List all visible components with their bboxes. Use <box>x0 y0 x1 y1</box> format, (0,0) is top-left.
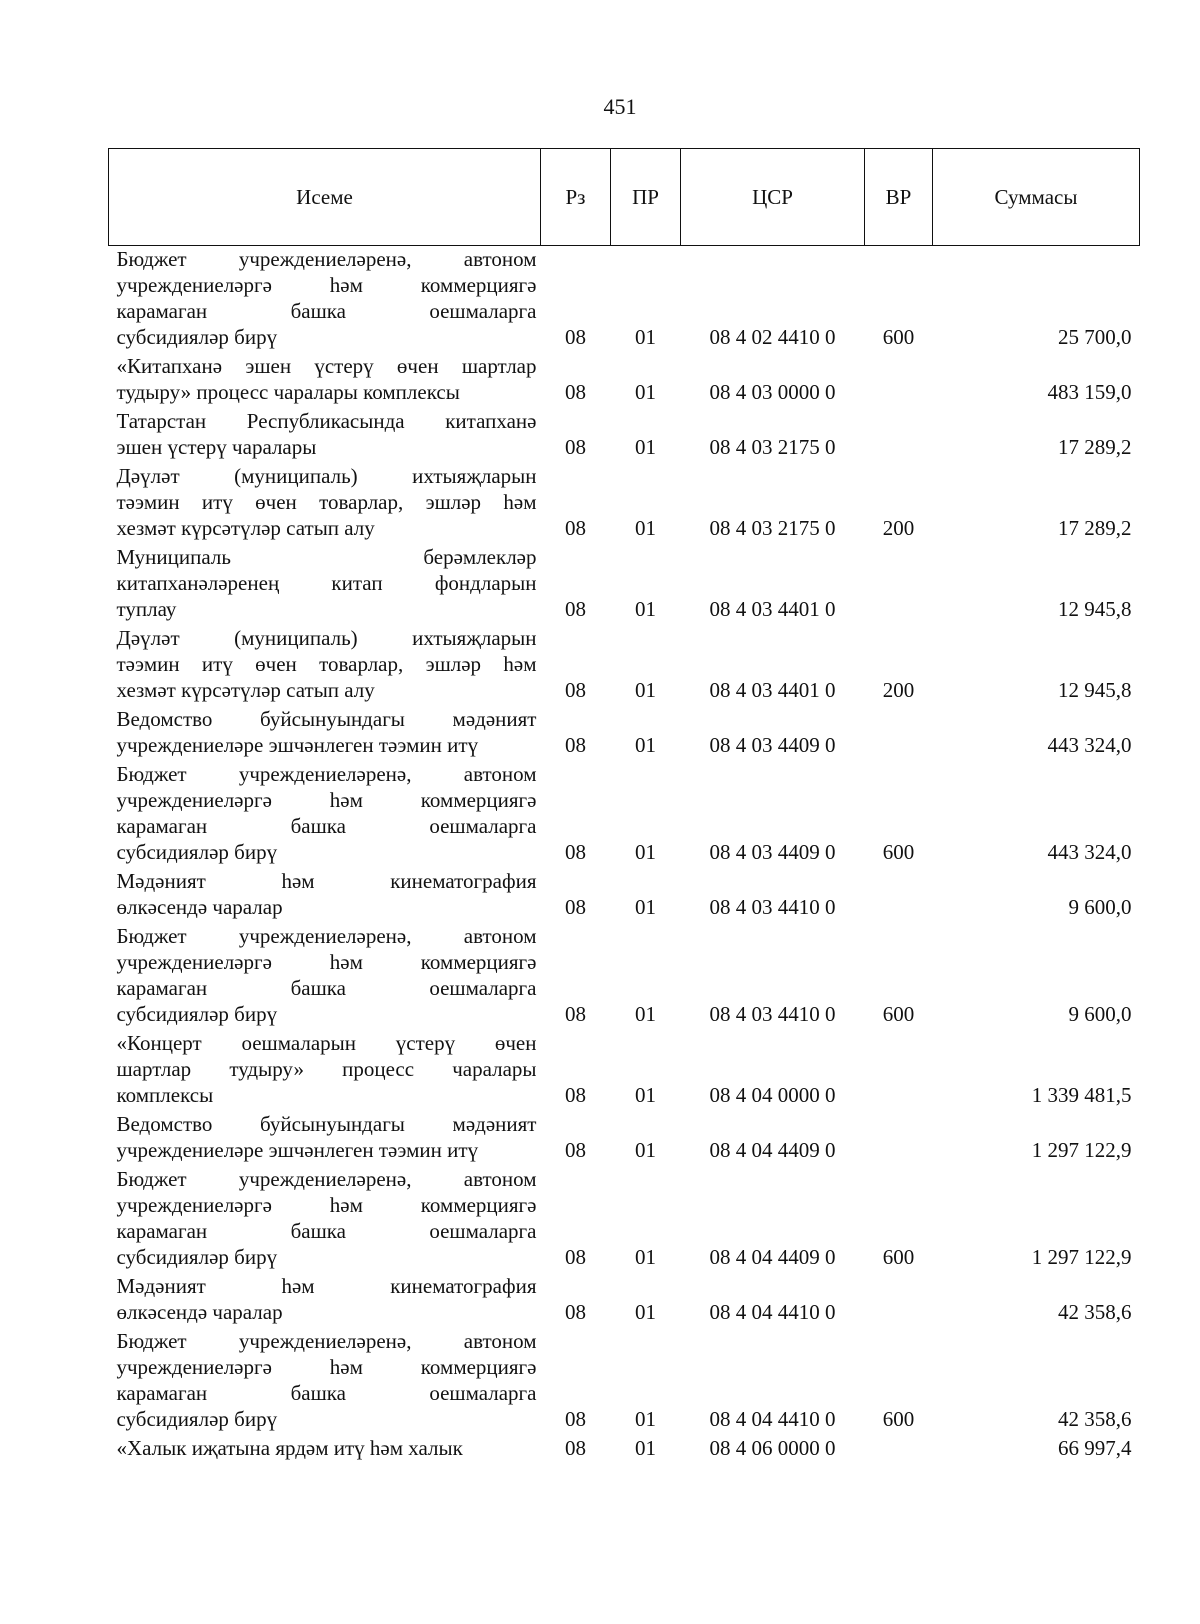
table-row <box>109 1030 1140 1111</box>
row-name-line: карамаган башка оешмаларга <box>116 1219 537 1243</box>
row-name-line: Дәүләт (муниципаль) ихтыяҗларын <box>116 464 537 488</box>
row-sum: 12 945,8 <box>1058 597 1132 621</box>
table-row <box>109 544 1140 625</box>
row-vr: 600 <box>882 325 915 349</box>
row-sum: 443 324,0 <box>1047 733 1132 757</box>
row-csr: 08 4 03 4410 0 <box>709 895 836 919</box>
row-name-line: субсидияләр бирү <box>116 1245 278 1269</box>
row-name <box>109 761 541 868</box>
row-pr: 01 <box>635 1002 656 1026</box>
row-name-line: субсидияләр бирү <box>116 1407 278 1431</box>
row-name-line: туплау <box>116 597 177 621</box>
row-name-line: «Концерт оешмаларын үстерү өчен <box>116 1031 537 1055</box>
table-body <box>109 246 1140 1465</box>
row-vr <box>865 408 933 463</box>
row-name-line: эшен үстерү чаралары <box>116 435 317 459</box>
row-pr: 01 <box>635 325 656 349</box>
row-name <box>109 353 541 408</box>
row-csr: 08 4 03 2175 0 <box>709 435 836 459</box>
row-vr <box>865 1111 933 1166</box>
row-vr: 200 <box>882 516 915 540</box>
row-csr: 08 4 03 4401 0 <box>709 597 836 621</box>
row-name-line: учреждениеләре эшчәнлеген тәэмин итү <box>116 733 479 757</box>
row-sum: 42 358,6 <box>1058 1407 1132 1431</box>
row-name-line: карамаган башка оешмаларга <box>116 299 537 323</box>
row-vr: 600 <box>882 1245 915 1269</box>
row-csr: 08 4 03 4401 0 <box>709 678 836 702</box>
table-row <box>109 463 1140 544</box>
table-row <box>109 1435 1140 1464</box>
row-name <box>109 1435 541 1464</box>
header-csr: ЦСР <box>681 149 865 246</box>
row-name-line: комплексы <box>116 1083 214 1107</box>
table-row <box>109 923 1140 1030</box>
row-pr: 01 <box>635 435 656 459</box>
row-name-line: шартлар тудыру» процесс чаралары <box>116 1057 537 1081</box>
row-vr: 600 <box>882 1002 915 1026</box>
table-row <box>109 625 1140 706</box>
row-name-line: Бюджет учреждениеләренә, автоном <box>116 247 537 271</box>
row-sum: 1 339 481,5 <box>1031 1083 1132 1107</box>
row-name-line: Ведомство буйсынуындагы мәдәният <box>116 707 537 731</box>
table-row <box>109 1166 1140 1273</box>
row-csr: 08 4 03 4409 0 <box>709 840 836 864</box>
row-rz: 08 <box>565 840 586 864</box>
row-sum: 9 600,0 <box>1068 1002 1132 1026</box>
page-number: 451 <box>603 94 637 119</box>
table-row <box>109 1273 1140 1328</box>
row-name <box>109 923 541 1030</box>
row-name-line: Бюджет учреждениеләренә, автоном <box>116 762 537 786</box>
row-name-line: Дәүләт (муниципаль) ихтыяҗларын <box>116 626 537 650</box>
table-row <box>109 1111 1140 1166</box>
row-sum: 483 159,0 <box>1047 380 1132 404</box>
row-pr: 01 <box>635 895 656 919</box>
row-name <box>109 544 541 625</box>
row-name-line: Бюджет учреждениеләренә, автоном <box>116 1329 537 1353</box>
row-rz: 08 <box>565 597 586 621</box>
row-name-line: Татарстан Республикасында китапханә <box>116 409 537 433</box>
row-sum: 17 289,2 <box>1058 435 1132 459</box>
row-csr: 08 4 06 0000 0 <box>709 1436 836 1460</box>
row-name-line: Бюджет учреждениеләренә, автоном <box>116 1167 537 1191</box>
row-name-line: тудыру» процесс чаралары комплексы <box>116 380 460 404</box>
row-pr: 01 <box>635 380 656 404</box>
row-pr: 01 <box>635 678 656 702</box>
table-row <box>109 408 1140 463</box>
row-vr <box>865 1435 933 1464</box>
row-pr: 01 <box>635 1436 656 1460</box>
row-sum: 12 945,8 <box>1058 678 1132 702</box>
header-pr: ПР <box>611 149 681 246</box>
row-csr: 08 4 04 0000 0 <box>709 1083 836 1107</box>
row-pr: 01 <box>635 1407 656 1431</box>
row-name <box>109 1273 541 1328</box>
row-name-line: тәэмин итү өчен товарлар, эшләр һәм <box>116 652 537 676</box>
row-name-line: учреждениеләре эшчәнлеген тәэмин итү <box>116 1138 479 1162</box>
row-name <box>109 1166 541 1273</box>
row-pr: 01 <box>635 733 656 757</box>
row-csr: 08 4 03 2175 0 <box>709 516 836 540</box>
row-sum: 66 997,4 <box>1058 1436 1132 1460</box>
row-vr <box>865 1273 933 1328</box>
row-csr: 08 4 03 4409 0 <box>709 733 836 757</box>
row-csr: 08 4 04 4409 0 <box>709 1138 836 1162</box>
row-rz: 08 <box>565 380 586 404</box>
row-name-line: субсидияләр бирү <box>116 1002 278 1026</box>
row-name-line: карамаган башка оешмаларга <box>116 814 537 838</box>
row-rz: 08 <box>565 1245 586 1269</box>
row-pr: 01 <box>635 840 656 864</box>
row-name <box>109 246 541 354</box>
row-sum: 17 289,2 <box>1058 516 1132 540</box>
table-row <box>109 1328 1140 1435</box>
row-name-line: субсидияләр бирү <box>116 325 278 349</box>
row-vr: 600 <box>882 840 915 864</box>
row-rz: 08 <box>565 325 586 349</box>
row-name-line: Мәдәният һәм кинематография <box>116 1274 537 1298</box>
row-sum: 25 700,0 <box>1058 325 1132 349</box>
row-name-line: карамаган башка оешмаларга <box>116 1381 537 1405</box>
row-name <box>109 868 541 923</box>
row-name-line: хезмәт күрсәтүләр сатып алу <box>116 678 375 702</box>
row-name <box>109 1328 541 1435</box>
row-pr: 01 <box>635 1245 656 1269</box>
row-rz: 08 <box>565 895 586 919</box>
row-rz: 08 <box>565 733 586 757</box>
row-vr <box>865 544 933 625</box>
row-name-line: «Халык иҗатына ярдәм итү һәм халык <box>116 1436 463 1460</box>
row-sum: 443 324,0 <box>1047 840 1132 864</box>
row-name-line: китапханәләренең китап фондларын <box>116 571 537 595</box>
header-sum: Суммасы <box>933 149 1140 246</box>
row-vr <box>865 1030 933 1111</box>
row-name-line: учреждениеләргә һәм коммерциягә <box>116 950 537 974</box>
row-name-line: учреждениеләргә һәм коммерциягә <box>116 788 537 812</box>
row-vr <box>865 353 933 408</box>
row-rz: 08 <box>565 678 586 702</box>
row-name-line: Мәдәният һәм кинематография <box>116 869 537 893</box>
row-rz: 08 <box>565 1083 586 1107</box>
header-vr: ВР <box>865 149 933 246</box>
row-name <box>109 408 541 463</box>
row-name-line: Ведомство буйсынуындагы мәдәният <box>116 1112 537 1136</box>
row-name-line: субсидияләр бирү <box>116 840 278 864</box>
header-name: Исеме <box>109 149 541 246</box>
row-name <box>109 463 541 544</box>
row-name <box>109 706 541 761</box>
row-rz: 08 <box>565 516 586 540</box>
table-row <box>109 246 1140 354</box>
row-rz: 08 <box>565 1300 586 1324</box>
row-csr: 08 4 03 4410 0 <box>709 1002 836 1026</box>
row-pr: 01 <box>635 1083 656 1107</box>
row-rz: 08 <box>565 1436 586 1460</box>
row-csr: 08 4 02 4410 0 <box>709 325 836 349</box>
row-sum: 1 297 122,9 <box>1031 1245 1132 1269</box>
row-name-line: өлкәсендә чаралар <box>116 895 283 919</box>
row-rz: 08 <box>565 435 586 459</box>
row-name <box>109 1111 541 1166</box>
table-row <box>109 706 1140 761</box>
row-name-line: «Китапханә эшен үстерү өчен шартлар <box>116 354 537 378</box>
row-vr: 200 <box>882 678 915 702</box>
row-name-line: өлкәсендә чаралар <box>116 1300 283 1324</box>
budget-table <box>108 148 1140 1464</box>
row-sum: 9 600,0 <box>1068 895 1132 919</box>
row-name-line: хезмәт күрсәтүләр сатып алу <box>116 516 375 540</box>
row-rz: 08 <box>565 1407 586 1431</box>
row-vr: 600 <box>882 1407 915 1431</box>
row-csr: 08 4 04 4409 0 <box>709 1245 836 1269</box>
row-vr <box>865 706 933 761</box>
row-csr: 08 4 04 4410 0 <box>709 1407 836 1431</box>
row-pr: 01 <box>635 516 656 540</box>
row-name-line: учреждениеләргә һәм коммерциягә <box>116 1355 537 1379</box>
table-row <box>109 761 1140 868</box>
row-rz: 08 <box>565 1002 586 1026</box>
row-name-line: Бюджет учреждениеләренә, автоном <box>116 924 537 948</box>
row-name-line: тәэмин итү өчен товарлар, эшләр һәм <box>116 490 537 514</box>
row-name-line: учреждениеләргә һәм коммерциягә <box>116 273 537 297</box>
table-row <box>109 353 1140 408</box>
row-csr: 08 4 03 0000 0 <box>709 380 836 404</box>
row-sum: 42 358,6 <box>1058 1300 1132 1324</box>
row-pr: 01 <box>635 1300 656 1324</box>
row-pr: 01 <box>635 1138 656 1162</box>
row-pr: 01 <box>635 597 656 621</box>
row-name <box>109 1030 541 1111</box>
table-row <box>109 868 1140 923</box>
row-csr: 08 4 04 4410 0 <box>709 1300 836 1324</box>
row-vr <box>865 868 933 923</box>
row-sum: 1 297 122,9 <box>1031 1138 1132 1162</box>
row-name-line: карамаган башка оешмаларга <box>116 976 537 1000</box>
header-rz: Рз <box>541 149 611 246</box>
row-name-line: Муниципаль берәмлекләр <box>116 545 537 569</box>
row-name-line: учреждениеләргә һәм коммерциягә <box>116 1193 537 1217</box>
row-name <box>109 625 541 706</box>
row-rz: 08 <box>565 1138 586 1162</box>
table-header-row <box>109 149 1140 246</box>
